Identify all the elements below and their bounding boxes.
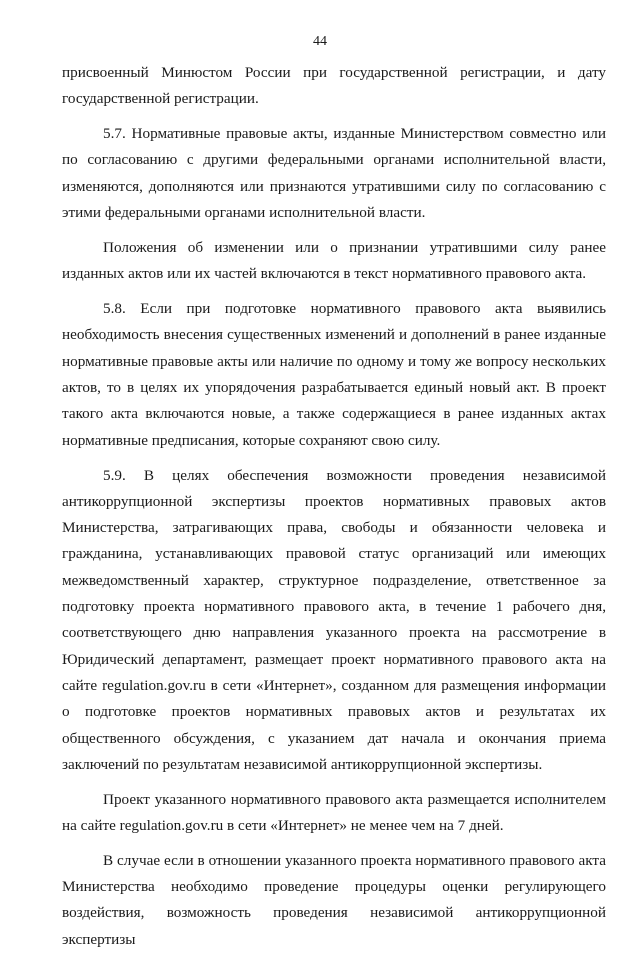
paragraph-5-9-regulatory: В случае если в отношении указанного проекта нормативного правового акта Министерства необходимо проведение процедуры оценки регулирующего воздействия, возможность проведения независимой антикоррупционной экспертизы [62,851,606,948]
paragraph-5-9: 5.9. В целях обеспечения возможности проведения независимой антикоррупционной экспертизы проектов нормативных правовых актов Министерства, затрагивающих права, свободы и обязанности человека и гражданина, устанавливающих правовой статус организаций или имеющих межведомственный характер, структурное подразделение, ответственное за подготовку проекта нормативного правового акта, в течение 1 рабочего дня, соответствующего дню направления указанного проекта на рассмотрение в Юридический департамент, размещает проект нормативного правового акта на сайте regulation.gov.ru в сети «Интернет», созданном для размещения информации о подготовке проектов нормативных правовых актов и результатах их общественного обсуждения, с указанием дат начала и окончания приема заключений по результатам независимой антикоррупционной экспертизы. [62,466,606,773]
paragraph-5-8: 5.8. Если при подготовке нормативного правового акта выявились необходимость внесения существенных изменений и дополнений в ранее изданные нормативные правовые акты или наличие по одному и тому же вопросу нескольких актов, то в целях их упорядочения разрабатывается единый новый акт. В проект такого акта включаются новые, а также содержащиеся в ранее изданных актах нормативные предписания, которые сохраняют свою силу. [62,300,606,449]
paragraph-5-9-placement: Проект указанного нормативного правового акта размещается исполнителем на сайте regulation.gov.ru в сети «Интернет» не менее чем на 7 дней. [62,790,606,834]
paragraph-5-7-amendments: Положения об изменении или о признании утратившими силу ранее изданных актов или их частей включаются в текст нормативного правового акта. [62,238,606,283]
page-number: 44 [313,34,327,49]
document-body [62,60,606,953]
paragraph-continuation: присвоенный Минюстом России при государственной регистрации, и дату государственной регистрации. [62,64,606,108]
paragraph-5-7: 5.7. Нормативные правовые акты, изданные Министерством совместно или по согласованию с другими федеральными органами исполнительной власти, изменяются, дополняются или признаются утратившими силу по согласованию с этими федеральными органами исполнительной власти. [62,125,606,222]
